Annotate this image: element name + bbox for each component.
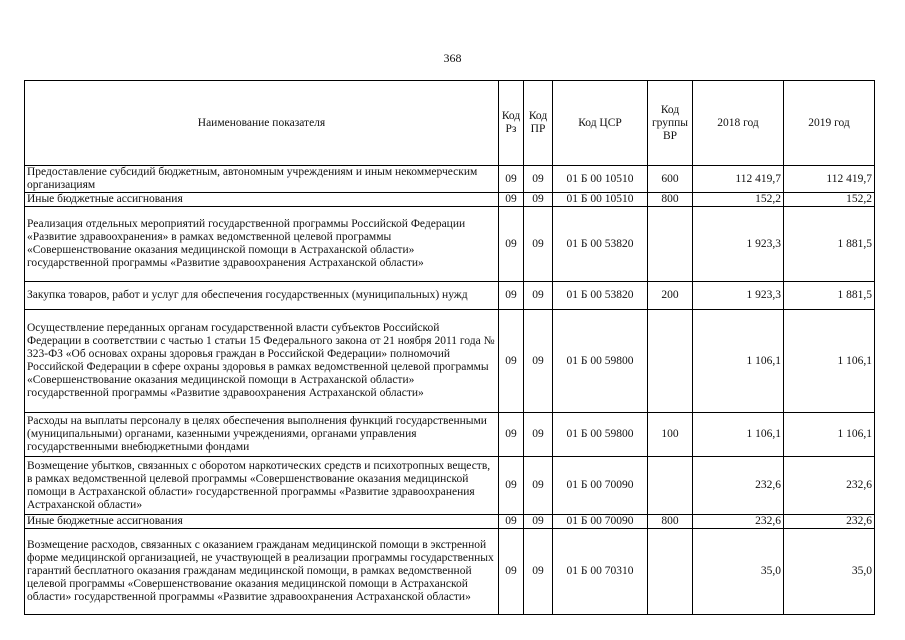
table-row <box>25 515 875 529</box>
row-2018: 1 923,3 <box>693 207 784 282</box>
row-2018: 232,6 <box>693 457 784 515</box>
table-row <box>25 207 875 282</box>
row-name: Иные бюджетные ассигнования <box>25 193 499 207</box>
row-name: Возмещение расходов, связанных с оказанием гражданам медицинской помощи в экстренной форме медицинской организацией, не участвующей в реализации программы государственных гарантий бесплатного оказания гражданам медицинской помощи, в рамках ведомственной целевой программы «Совершенствование оказания медицинской помощи в Астраханской области» государственной программы «Развитие здравоохранения Астраханской области» <box>25 529 499 615</box>
row-2018: 152,2 <box>693 193 784 207</box>
row-2019: 112 419,7 <box>784 166 875 193</box>
header-2018: 2018 год <box>693 81 784 166</box>
row-2018: 1 106,1 <box>693 413 784 457</box>
row-2019: 1 106,1 <box>784 310 875 413</box>
row-name: Возмещение убытков, связанных с оборотом наркотических средств и психотропных веществ, в рамках ведомственной целевой программы «Совершенствование оказания медицинской помощи в Астраханской области» государственной программы «Развитие здравоохранения Астраханской области» <box>25 457 499 515</box>
row-vr <box>648 310 693 413</box>
row-pr: 09 <box>524 282 553 310</box>
row-pr: 09 <box>524 193 553 207</box>
row-2018: 232,6 <box>693 515 784 529</box>
header-vr: Код группы ВР <box>648 81 693 166</box>
row-rz: 09 <box>499 310 524 413</box>
row-rz: 09 <box>499 457 524 515</box>
header-2019: 2019 год <box>784 81 875 166</box>
row-vr <box>648 457 693 515</box>
row-pr: 09 <box>524 207 553 282</box>
row-2019: 1 881,5 <box>784 282 875 310</box>
row-2019: 35,0 <box>784 529 875 615</box>
row-name: Предоставление субсидий бюджетным, автономным учреждениям и иным некоммерческим организациям <box>25 166 499 193</box>
row-csr: 01 Б 00 59800 <box>553 413 648 457</box>
header-pr: Код ПР <box>524 81 553 166</box>
row-name: Реализация отдельных мероприятий государственной программы Российской Федерации «Развитие здравоохранения» в рамках ведомственной целевой программы «Совершенствование оказания медицинской помощи в Астраханской области» государственной программы «Развитие здравоохранения Астраханской области» <box>25 207 499 282</box>
header-csr: Код ЦСР <box>553 81 648 166</box>
row-2018: 35,0 <box>693 529 784 615</box>
row-2018: 112 419,7 <box>693 166 784 193</box>
row-vr: 200 <box>648 282 693 310</box>
row-2019: 232,6 <box>784 515 875 529</box>
row-rz: 09 <box>499 529 524 615</box>
row-csr: 01 Б 00 53820 <box>553 282 648 310</box>
row-2019: 1 106,1 <box>784 413 875 457</box>
row-csr: 01 Б 00 70090 <box>553 515 648 529</box>
row-name: Расходы на выплаты персоналу в целях обеспечения выполнения функций государственными (муниципальными) органами, казенными учреждениями, органами управления государственными внебюджетными фондами <box>25 413 499 457</box>
row-rz: 09 <box>499 207 524 282</box>
table-row <box>25 413 875 457</box>
row-name: Закупка товаров, работ и услуг для обеспечения государственных (муниципальных) нужд <box>25 282 499 310</box>
row-csr: 01 Б 00 70090 <box>553 457 648 515</box>
table-header-row <box>25 81 875 166</box>
row-vr: 600 <box>648 166 693 193</box>
table-row <box>25 166 875 193</box>
page-number: 368 <box>443 51 462 65</box>
row-rz: 09 <box>499 515 524 529</box>
row-2018: 1 923,3 <box>693 282 784 310</box>
row-vr: 100 <box>648 413 693 457</box>
row-rz: 09 <box>499 282 524 310</box>
row-pr: 09 <box>524 413 553 457</box>
header-name: Наименование показателя <box>25 81 499 166</box>
row-name: Осуществление переданных органам государственной власти субъектов Российской Федерации в соответствии с частью 1 статьи 15 Федерального закона от 21 ноября 2011 года № 323-ФЗ «Об основах охраны здоровья граждан в Российской Федерации» полномочий Российской Федерации в сфере охраны здоровья в рамках ведомственной целевой программы «Совершенствование оказания медицинской помощи в Астраханской области» государственной программы «Развитие здравоохранения Астраханской области» <box>25 310 499 413</box>
table-row <box>25 457 875 515</box>
row-vr: 800 <box>648 515 693 529</box>
row-csr: 01 Б 00 53820 <box>553 207 648 282</box>
row-2019: 152,2 <box>784 193 875 207</box>
table-row <box>25 529 875 615</box>
budget-table <box>24 80 875 615</box>
row-csr: 01 Б 00 10510 <box>553 166 648 193</box>
row-csr: 01 Б 00 10510 <box>553 193 648 207</box>
row-csr: 01 Б 00 70310 <box>553 529 648 615</box>
row-vr <box>648 207 693 282</box>
row-2019: 232,6 <box>784 457 875 515</box>
row-pr: 09 <box>524 515 553 529</box>
row-pr: 09 <box>524 457 553 515</box>
header-rz: Код Рз <box>499 81 524 166</box>
row-rz: 09 <box>499 166 524 193</box>
row-rz: 09 <box>499 413 524 457</box>
row-vr <box>648 529 693 615</box>
row-pr: 09 <box>524 310 553 413</box>
row-vr: 800 <box>648 193 693 207</box>
row-pr: 09 <box>524 529 553 615</box>
row-name: Иные бюджетные ассигнования <box>25 515 499 529</box>
row-pr: 09 <box>524 166 553 193</box>
table-row <box>25 282 875 310</box>
row-rz: 09 <box>499 193 524 207</box>
row-csr: 01 Б 00 59800 <box>553 310 648 413</box>
table-row <box>25 193 875 207</box>
row-2019: 1 881,5 <box>784 207 875 282</box>
row-2018: 1 106,1 <box>693 310 784 413</box>
table-row <box>25 310 875 413</box>
